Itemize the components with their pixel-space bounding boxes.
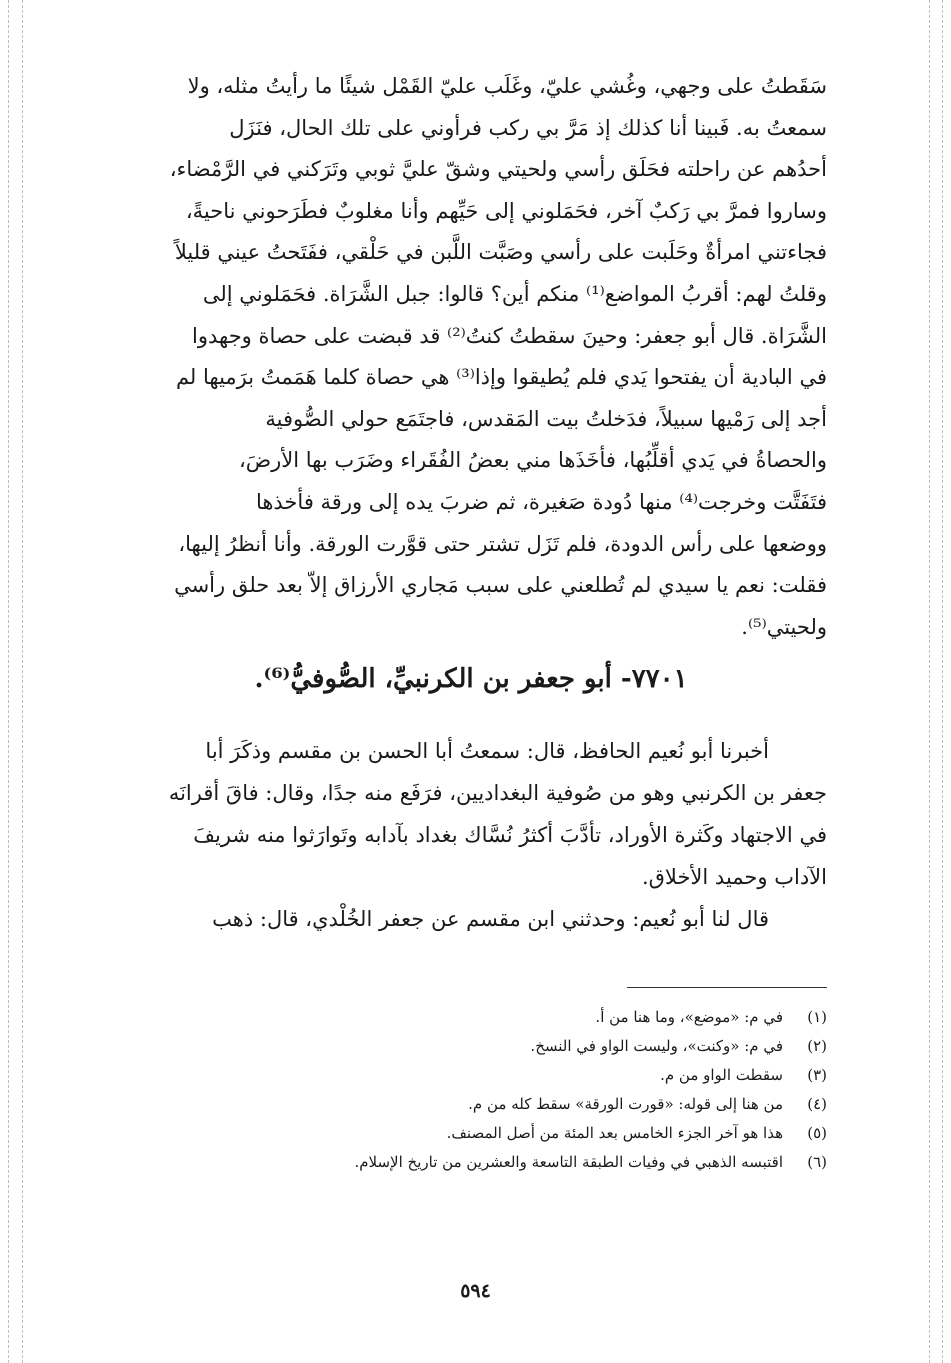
text-line: وساروا فمرَّ بي رَكبٌ آخر، فحَمَلوني إلى حَيِّهم وأنا مغلوبٌ فطَرَحوني ناحيةً، bbox=[185, 198, 827, 223]
scan-edge-line bbox=[929, 0, 930, 1363]
footnote-number: (٣) bbox=[807, 1066, 827, 1084]
text-line: فجاءتني امرأةٌ وحَلَبت على رأسي وصَبَّت اللَّبن في حَلْقي، ففَتَحتُ عيني قليلاً bbox=[174, 240, 827, 265]
text-line: قال لنا أبو نُعيم: وحدثني ابن مقسم عن جعفر الخُلْدي، قال: ذهب bbox=[212, 907, 769, 931]
footnote-text: سقطت الواو من م. bbox=[660, 1066, 783, 1084]
footnote-text: من هنا إلى قوله: «قورت الورقة» سقط كله من م. bbox=[468, 1095, 783, 1113]
text-line: جعفر بن الكرنبي وهو من صُوفية البغداديين، فرَفَع منه جدًا، وقال: فاقَ أقرانَه bbox=[168, 781, 827, 805]
footnote-number: (٢) bbox=[807, 1037, 827, 1055]
footnote-number: (٦) bbox=[807, 1153, 827, 1171]
text-line: وقلتُ لهم: أقربُ المواضع⁽¹⁾ منكم أين؟ قالوا: جبل الشَّرَاة. فحَمَلوني إلى bbox=[202, 281, 827, 306]
text-line: فقلت: نعم يا سيدي لم تُطلعني على سبب مَجاري الأرزاق إلاّ بعد حلق رأسي bbox=[174, 573, 827, 598]
footnote-text: في م: «وكنت»، وليست الواو في النسخ. bbox=[530, 1037, 783, 1055]
footnote-number: (٤) bbox=[807, 1095, 827, 1113]
text-line: الشَّرَاة. قال أبو جعفر: وحينَ سقطتُ كنتُ⁽²⁾ قد قبضت على حصاة وجهدوا bbox=[192, 323, 827, 348]
scan-edge-line bbox=[22, 0, 23, 1363]
footnote-text: هذا هو آخر الجزء الخامس بعد المئة من أصل المصنف. bbox=[446, 1124, 783, 1142]
footnotes bbox=[115, 1003, 827, 1177]
footnote-number: (١) bbox=[807, 1008, 827, 1026]
text-line: في البادية أن يفتحوا يَدي فلم يُطيقوا وإذا⁽³⁾ هي حصاة كلما هَمَمتُ برَميها لم bbox=[175, 365, 827, 390]
main-paragraph bbox=[115, 66, 827, 648]
text-line: الآداب وحميد الأخلاق. bbox=[641, 865, 827, 889]
text-line: سَقَطتُ على وجهي، وغُشي عليّ، وغَلَب عليّ القَمْل شيئًا ما رأيتُ مثله، ولا bbox=[187, 74, 827, 98]
footnote-text: في م: «موضع»، وما هنا من أ. bbox=[595, 1008, 783, 1026]
text-line: فتَفَتَّت وخرجت⁽⁴⁾ منها دُودة صَغيرة، ثم ضربَ يده إلى ورقة فأخذها bbox=[255, 489, 827, 514]
scan-edge-line bbox=[942, 0, 943, 1363]
text-line: سمعتُ به. فَبينا أنا كذلك إذ مَرَّ بي ركب فرأوني على تلك الحال، فنَزَل bbox=[229, 115, 827, 140]
entry-heading: ٧٧٠١- أبو جعفر بن الكرنبيِّ، الصُّوفيُّ⁽⁶⁾. bbox=[254, 664, 688, 694]
footnote bbox=[115, 1148, 827, 1177]
text-line: والحصاةُ في يَدي أقلِّبُها، فأخَذَها مني بعضُ الفُقَراء وضَرَب بها الأرضَ، bbox=[238, 448, 827, 473]
footnote bbox=[115, 1090, 827, 1119]
text-line: ولحيتي⁽⁵⁾. bbox=[741, 614, 827, 639]
scan-edge-line bbox=[8, 0, 9, 1363]
footnote-text: اقتبسه الذهبي في وفيات الطبقة التاسعة والعشرين من تاريخ الإسلام. bbox=[354, 1153, 783, 1171]
text-line: ووضعها على رأس الدودة، فلم تَزَل تشتر حتى قوَّرت الورقة. وأنا أنظرُ إليها، bbox=[178, 531, 827, 556]
footnote bbox=[115, 1003, 827, 1032]
page-number: ٥٩٤ bbox=[460, 1280, 491, 1302]
footnote-separator bbox=[627, 987, 827, 988]
entry-paragraph bbox=[115, 898, 827, 940]
text-line: أخبرنا أبو نُعيم الحافظ، قال: سمعتُ أبا الحسن بن مقسم وذكَرَ أبا bbox=[205, 739, 769, 763]
text-line: في الاجتهاد وكَثرة الأوراد، تأدَّبَ أكثرُ نُسَّاك بغداد بآدابه وتَوارَثوا منه شريفَ bbox=[193, 823, 827, 847]
entry-paragraph bbox=[115, 730, 827, 898]
footnote bbox=[115, 1119, 827, 1148]
footnote bbox=[115, 1032, 827, 1061]
text-line: أحدُهم عن راحلته فحَلَق رأسي ولحيتي وشقّ عليَّ ثوبي وتَرَكني في الرَّمْضاء، bbox=[169, 157, 827, 182]
footnote-number: (٥) bbox=[807, 1124, 827, 1142]
text-line: أجد إلى رَمْيها سبيلاً، فدَخلتُ بيت المَقدس، فاجتَمَع حولي الصُّوفية bbox=[265, 406, 827, 431]
footnote bbox=[115, 1061, 827, 1090]
